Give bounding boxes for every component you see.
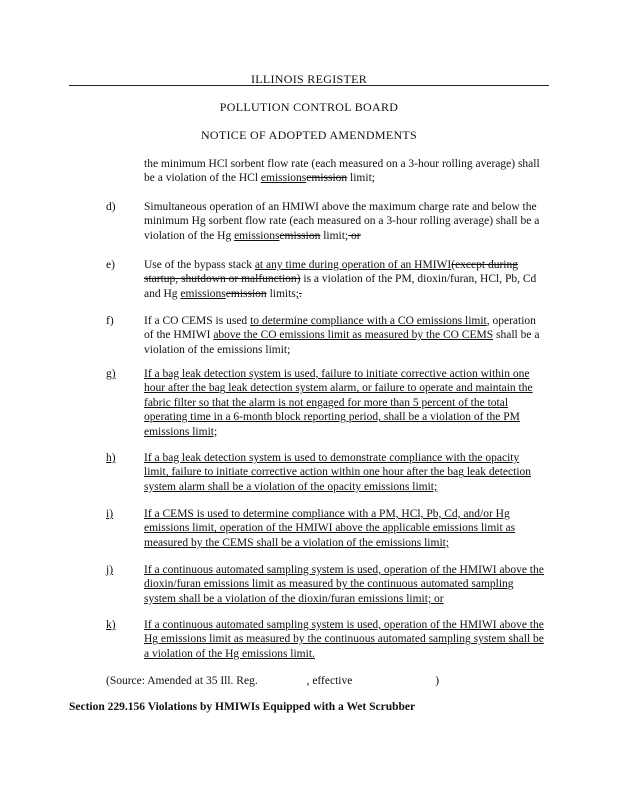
inserted-text: emissions [234, 229, 280, 242]
source-note [106, 674, 526, 688]
source-text: ) [435, 675, 440, 687]
deleted-text: emission [225, 287, 267, 300]
deleted-text: (except during startup, shutdown or malfunction) [144, 259, 518, 286]
text: limits [266, 287, 296, 300]
item-e-text [144, 258, 544, 301]
source-text: , effective [306, 675, 356, 687]
inserted-text: ; [295, 287, 299, 300]
item-k-label: k) [106, 619, 116, 631]
item-d-text [144, 200, 544, 243]
text: If a CO CEMS is used [144, 315, 251, 327]
section-title: Section 229.156 Violations by HMIWIs Equipped with a Wet Scrubber [69, 701, 416, 713]
text: limit; [347, 172, 375, 185]
text: Use of the bypass stack [144, 259, 255, 271]
item-i-text: If a CEMS is used to determine compliance with a PM, HCl, Pb, Cd, and/or Hg emissions limit, operation of the HMIWI above the applicable emissions limit as measured by the CEMS shall be a violation of the emissions limit; [144, 508, 516, 549]
text: is a violation of the PM, dioxin/furan, HCl, Pb, Cd and Hg [144, 273, 537, 300]
deleted-text: or [348, 229, 361, 242]
deleted-text: . [298, 287, 302, 300]
text: limit; [320, 229, 349, 242]
deleted-text: emission [306, 172, 348, 185]
item-h-text: If a bag leak detection system is used to demonstrate compliance with the opacity limit, failure to initiate corrective action within one hour after the bag leak detection system alarm shall be a violation of the opacity emissions limit; [144, 452, 532, 493]
item-g-text: If a bag leak detection system is used, failure to initiate corrective action within one hour after the bag leak detection system alarm, or failure to operate and maintain the fabric filter so that the alarm is not engaged for more than 5 percent of the total operating time in a 6-month block reporting period, shall be a violation of the PM emissions limit; [144, 368, 533, 438]
item-j-label: j) [106, 564, 114, 576]
item-f-text [144, 314, 544, 357]
inserted-text: to determine compliance with a CO emissions limit [250, 315, 487, 327]
item-i-label: i) [106, 508, 114, 520]
header-board: POLLUTION CONTROL BOARD [219, 100, 399, 114]
inserted-text: at any time during operation of an HMIWI [254, 259, 452, 271]
continuation-paragraph [144, 157, 544, 186]
item-h-label: h) [106, 452, 116, 464]
item-k-text: If a continuous automated sampling system is used, operation of the HMIWI above the Hg emissions limit as measured by the continuous automated sampling system shall be a violation of the Hg emissions limit. [144, 619, 544, 660]
inserted-text: emissions [260, 172, 307, 185]
text: shall be a violation of the emissions limit; [144, 329, 540, 356]
header-rule [69, 85, 549, 86]
item-d-label: d) [106, 201, 116, 213]
header-notice: NOTICE OF ADOPTED AMENDMENTS [200, 128, 418, 142]
inserted-text: emissions [180, 287, 226, 300]
item-g-label: g) [106, 368, 116, 380]
deleted-text: emission [279, 229, 321, 242]
item-f-label: f) [106, 315, 114, 327]
item-e-label: e) [106, 259, 115, 271]
item-j-text: If a continuous automated sampling system is used, operation of the HMIWI above the dioxin/furan emissions limit as measured by the continuous automated sampling system shall be a violation of the dioxin/furan emissions limit; or [144, 564, 544, 605]
inserted-text: above the CO emissions limit as measured by the CO CEMS [213, 329, 494, 342]
source-text: (Source: Amended at 35 Ill. Reg. [106, 675, 261, 687]
text: , operation of the HMIWI [144, 315, 536, 342]
text: Simultaneous operation of an HMIWI above the maximum charge rate and below the minimum Hg sorbent flow rate (each measured on a 3-hour rolling average) shall be a violation of the Hg [144, 201, 540, 242]
header-register: ILLINOIS REGISTER [250, 72, 368, 86]
text: the minimum HCl sorbent flow rate (each measured on a 3-hour rolling average) shall be a violation of the HCl [144, 158, 540, 185]
